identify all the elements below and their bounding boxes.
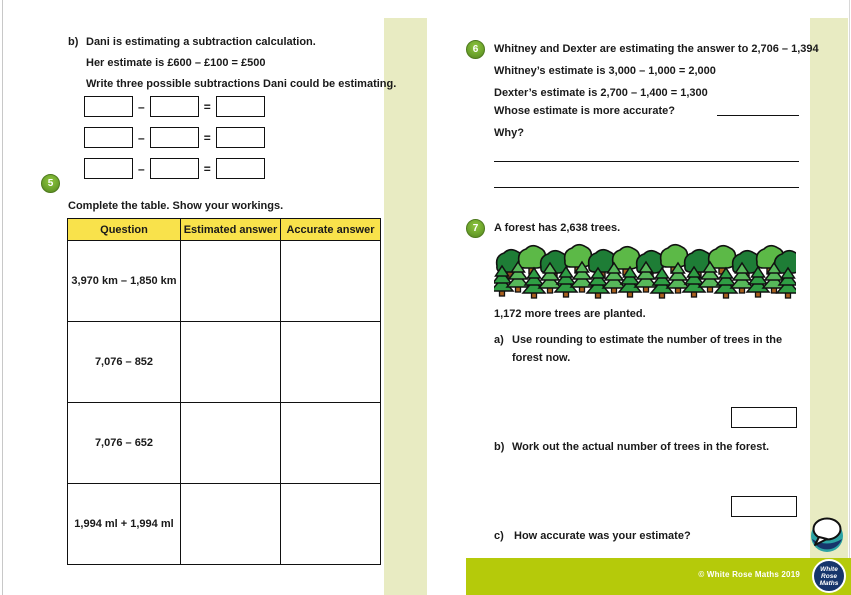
equation-row-2 [84, 127, 265, 148]
question-cell: 7,076 – 852 [68, 322, 181, 403]
part-b-line2: Her estimate is £600 – £100 = £500 [86, 57, 266, 69]
equals-sign: = [203, 130, 211, 145]
question-5-badge: 5 [41, 174, 60, 193]
accurate-answer-cell[interactable] [281, 484, 381, 565]
q7b-text: Work out the actual number of trees in the forest. [512, 441, 770, 453]
q7b-label: b) [494, 441, 505, 453]
q7a-line2: forest now. [512, 352, 571, 364]
q7-intro: A forest has 2,638 trees. [494, 222, 621, 234]
question-cell: 1,994 ml + 1,994 ml [68, 484, 181, 565]
page-edge-right [849, 0, 850, 595]
table-row [68, 241, 381, 322]
question-7-badge: 7 [466, 219, 485, 238]
minus-sign: – [138, 99, 145, 114]
actual-answer-box[interactable] [731, 496, 797, 517]
equation-box[interactable] [150, 158, 199, 179]
page-edge-left [2, 0, 3, 595]
question-cell: 7,076 – 652 [68, 403, 181, 484]
answer-line-short[interactable] [717, 100, 799, 116]
equation-row-3 [84, 158, 265, 179]
equals-sign: = [203, 161, 211, 176]
minus-sign: – [138, 130, 145, 145]
column-divider-strip [384, 18, 427, 595]
q7a-label: a) [494, 334, 504, 346]
estimate-answer-box[interactable] [731, 407, 797, 428]
part-b-line1: Dani is estimating a subtraction calculation. [86, 36, 316, 48]
q7c-text: How accurate was your estimate? [514, 530, 691, 542]
white-rose-maths-logo [812, 559, 846, 593]
equation-box[interactable] [84, 158, 133, 179]
q6-line2: Whitney’s estimate is 3,000 – 1,000 = 2,000 [494, 65, 716, 77]
speech-bubble-icon [808, 515, 846, 553]
q7c-label: c) [494, 530, 504, 542]
answer-line-2[interactable] [494, 172, 799, 188]
q7a-line1: Use rounding to estimate the number of trees in the [512, 334, 783, 346]
equation-box[interactable] [150, 96, 199, 117]
equation-box[interactable] [216, 96, 265, 117]
q6-line3: Dexter’s estimate is 2,700 – 1,400 = 1,300 [494, 87, 708, 99]
equation-row-1 [84, 96, 265, 117]
estimated-answer-cell[interactable] [181, 403, 281, 484]
minus-sign: – [138, 161, 145, 176]
equation-box[interactable] [216, 158, 265, 179]
forest-illustration [494, 240, 796, 303]
table-row [68, 322, 381, 403]
table-row [68, 484, 381, 565]
question-cell: 3,970 km – 1,850 km [68, 241, 181, 322]
logo-line: Maths [819, 579, 839, 587]
copyright-text: © White Rose Maths 2019 [698, 570, 800, 579]
logo-line: White [820, 565, 838, 573]
accurate-answer-cell[interactable] [281, 241, 381, 322]
accurate-answer-cell[interactable] [281, 403, 381, 484]
question-6-badge: 6 [466, 40, 485, 59]
table-header-estimated: Estimated answer [181, 219, 281, 241]
q7-planted: 1,172 more trees are planted. [494, 308, 646, 320]
estimated-answer-cell[interactable] [181, 484, 281, 565]
part-b-line3: Write three possible subtractions Dani could be estimating. [86, 78, 397, 90]
table-header-question: Question [68, 219, 181, 241]
equation-box[interactable] [84, 96, 133, 117]
estimated-answer-cell[interactable] [181, 322, 281, 403]
equals-sign: = [203, 99, 211, 114]
accurate-answer-cell[interactable] [281, 322, 381, 403]
equation-box[interactable] [216, 127, 265, 148]
table-row [68, 403, 381, 484]
right-margin-strip [810, 18, 848, 558]
q5-prompt: Complete the table. Show your workings. [68, 200, 284, 212]
workings-table [67, 218, 381, 565]
estimated-answer-cell[interactable] [181, 241, 281, 322]
answer-line-1[interactable] [494, 146, 799, 162]
q6-line1: Whitney and Dexter are estimating the answer to 2,706 – 1,394 [494, 43, 819, 55]
equation-box[interactable] [84, 127, 133, 148]
q6-question1: Whose estimate is more accurate? [494, 105, 675, 117]
part-b-label: b) [68, 36, 79, 48]
logo-line: Rose [821, 572, 837, 580]
table-header-accurate: Accurate answer [281, 219, 381, 241]
q6-question2: Why? [494, 127, 524, 139]
equation-box[interactable] [150, 127, 199, 148]
